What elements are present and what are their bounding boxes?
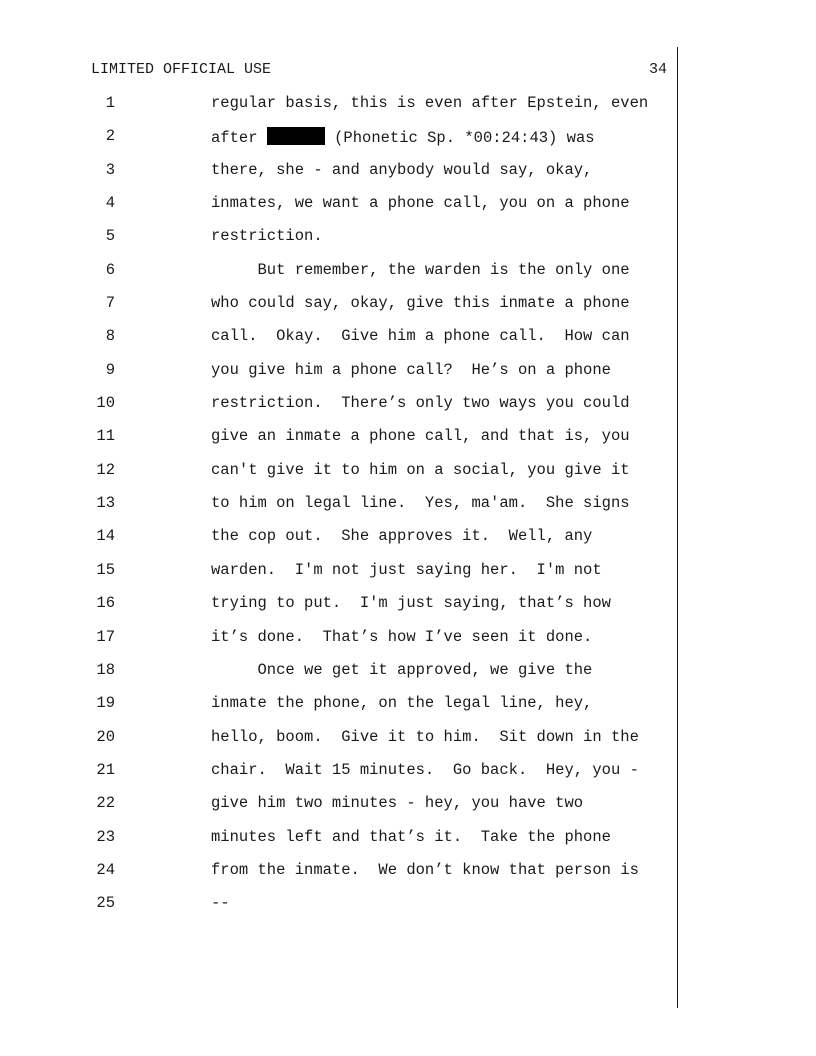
transcript-line	[0, 894, 816, 927]
transcript-line	[0, 194, 816, 227]
transcript-line	[0, 828, 816, 861]
transcript-line	[0, 661, 816, 694]
line-number: 1	[105, 94, 115, 112]
line-number: 4	[105, 194, 115, 213]
line-number: 12	[96, 460, 115, 479]
line-text: minutes left and that’s it. Take the phone	[211, 827, 611, 846]
transcript-line	[0, 261, 816, 294]
line-text: regular basis, this is even after Epstein, even	[211, 94, 649, 112]
transcript-line	[0, 761, 816, 794]
line-text: to him on legal line. Yes, ma'am. She signs	[211, 494, 630, 513]
transcript-line	[0, 628, 816, 661]
line-text: the cop out. She approves it. Well, any	[211, 527, 593, 546]
line-text: chair. Wait 15 minutes. Go back. Hey, you -	[211, 760, 639, 779]
line-number: 17	[96, 627, 115, 646]
line-number: 15	[96, 560, 115, 579]
line-text: restriction. There’s only two ways you could	[211, 394, 630, 413]
line-number: 20	[96, 727, 115, 746]
transcript-line	[0, 394, 816, 427]
line-text: But remember, the warden is the only one	[211, 260, 630, 279]
line-number: 9	[105, 360, 115, 379]
line-number: 23	[96, 827, 115, 846]
line-text: it’s done. That’s how I’ve seen it done.	[211, 627, 593, 646]
line-number: 25	[96, 894, 115, 913]
transcript-line	[0, 427, 816, 460]
line-number: 5	[105, 227, 115, 246]
line-number: 14	[96, 527, 115, 546]
line-number: 10	[96, 394, 115, 413]
line-text: trying to put. I'm just saying, that’s how	[211, 594, 611, 613]
line-text: give an inmate a phone call, and that is, you	[211, 427, 630, 446]
line-text-before-redaction: after	[211, 129, 267, 148]
transcript-line	[0, 327, 816, 360]
line-text: hello, boom. Give it to him. Sit down in the	[211, 727, 639, 746]
line-text: warden. I'm not just saying her. I'm not	[211, 560, 602, 579]
transcript-line	[0, 361, 816, 394]
line-number: 13	[96, 494, 115, 513]
line-number: 6	[105, 260, 115, 279]
line-text: from the inmate. We don’t know that person is	[211, 860, 639, 879]
transcript-line	[0, 161, 816, 194]
line-text: Once we get it approved, we give the	[211, 660, 593, 679]
line-text: there, she - and anybody would say, okay,	[211, 160, 593, 179]
transcript-line	[0, 561, 816, 594]
line-number: 24	[96, 860, 115, 879]
line-text: can't give it to him on a social, you give it	[211, 460, 630, 479]
transcript-line	[0, 294, 816, 327]
transcript-line	[0, 861, 816, 894]
transcript-line	[0, 594, 816, 627]
transcript-line	[0, 494, 816, 527]
transcript-line	[0, 461, 816, 494]
line-number: 21	[96, 760, 115, 779]
redaction-box	[267, 127, 325, 145]
transcript-body	[0, 94, 816, 928]
line-number: 18	[96, 660, 115, 679]
line-number: 22	[96, 794, 115, 813]
line-text: who could say, okay, give this inmate a phone	[211, 294, 630, 313]
page-header	[91, 61, 667, 81]
line-number: 2	[105, 127, 115, 146]
classification-label: LIMITED OFFICIAL USE	[91, 61, 272, 78]
line-text	[211, 127, 595, 147]
line-number: 19	[96, 694, 115, 713]
transcript-line	[0, 94, 816, 127]
line-text: inmates, we want a phone call, you on a phone	[211, 194, 630, 213]
page-number: 34	[648, 61, 667, 78]
line-number: 8	[105, 327, 115, 346]
line-number: 11	[96, 427, 115, 446]
transcript-line	[0, 527, 816, 560]
line-text: --	[211, 894, 230, 913]
line-number: 3	[105, 160, 115, 179]
line-text: give him two minutes - hey, you have two	[211, 794, 584, 813]
line-number: 16	[96, 594, 115, 613]
line-text-after-redaction: (Phonetic Sp. *00:24:43) was	[324, 129, 595, 148]
transcript-line	[0, 694, 816, 727]
transcript-line	[0, 127, 816, 160]
line-number: 7	[105, 294, 115, 313]
line-text: inmate the phone, on the legal line, hey,	[211, 694, 593, 713]
transcript-line	[0, 728, 816, 761]
transcript-line	[0, 794, 816, 827]
line-text: restriction.	[211, 227, 323, 246]
transcript-line	[0, 227, 816, 260]
line-text: you give him a phone call? He’s on a phone	[211, 360, 611, 379]
line-text: call. Okay. Give him a phone call. How can	[211, 327, 630, 346]
